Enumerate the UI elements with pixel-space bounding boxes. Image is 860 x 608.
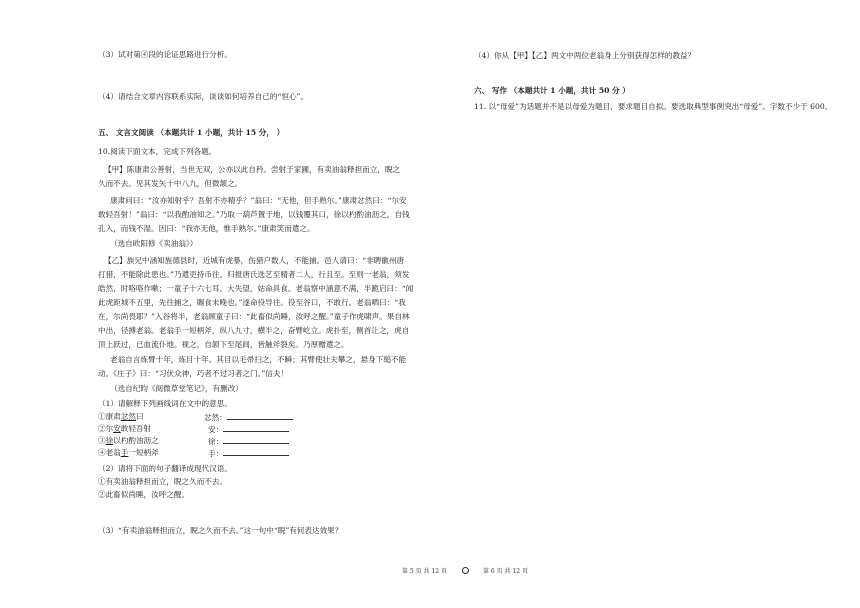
answer-blank[interactable] bbox=[227, 411, 293, 420]
question-11: 11. 以“母爱”为话题并不是以母爱为题目，要求题目自拟。要选取典型事例突出“母爱”。字数不少于 600。 bbox=[474, 102, 833, 111]
page-divider-dot bbox=[462, 567, 469, 574]
passage-jia-line: 敢轻吾射！”翁曰：“以我酌油知之。”乃取一葫芦置于地，以钱覆其口，徐以杓酌油沥之，自钱 bbox=[98, 210, 410, 219]
passage-jia-line: 【甲】陈康肃公善射，当世无双，公亦以此自矜。尝射于家圃，有卖油翁释担而立，睨之 bbox=[104, 165, 401, 174]
vocab-item: ④老翁手一短柄斧 bbox=[98, 448, 159, 457]
question-10: 10.阅读下面文本，完成下列各题。 bbox=[98, 147, 217, 156]
passage-yi-line: 皓然，时咯咯作嗽；一童子十六七耳。大失望，姑命具食。老翁察中涵意不满，半跪启曰：“闻 bbox=[98, 284, 414, 293]
question-4: （4）请结合文章内容联系实际，谈谈如何培养自己的“恒心”。 bbox=[98, 92, 309, 101]
passage-yi-line: 【乙】族兄中涵知旌德县时，近城有虎暴，伤猎户数人，不能捕。邑人请曰：“非聘徽州唐 bbox=[104, 256, 405, 265]
passage-yi-line: 此虎距城不五里，先往捕之，賜食未晚也。”遂命役导往。役至谷口，不敢行。老翁哂曰：“我 bbox=[98, 298, 406, 307]
passage-yi-line: 打猎，不能除此患也。”乃遣吏持币往。归报唐氏选艺至精者二人，行且至。至则一老翁，须发 bbox=[98, 270, 410, 279]
passage-jia-source: （选自欧阳修《卖油翁》） bbox=[110, 239, 198, 248]
passage-yi-line: 在，尔尚畏耶？”入谷将半，老翁顾童子曰：“此畜似尚睡，汝呼之醒。”童子作虎啸声。果自林 bbox=[98, 312, 410, 321]
answer-blank[interactable] bbox=[223, 435, 289, 444]
page-number-left: 第 5 页 共 12 页 bbox=[402, 568, 447, 575]
question-10-3: （3）“有卖油翁释担而立，睨之久而不去。”这一句中“睨”有何表达效果？ bbox=[98, 526, 343, 535]
vocab-item: ①康肃忿然曰 bbox=[98, 412, 144, 421]
question-10-1: （1）请解释下列画线词在文中的意思。 bbox=[98, 399, 232, 408]
passage-yi-line: 动。《庄子》曰：“习伏众神，巧者不过习者之门。”信夫！ bbox=[98, 369, 289, 378]
vocab-answer: 徐： bbox=[208, 435, 289, 448]
vocab-item: ③徐以杓酌油沥之 bbox=[98, 436, 159, 445]
passage-yi-line: 顶上跃过，已血流仆地。视之，自颌下至尾闾，皆触斧裂矣。乃厚赠遣之。 bbox=[98, 340, 349, 349]
section-6-heading: 六、 写作 （本题共计 1 小题，共计 50 分 ） bbox=[474, 86, 630, 95]
vocab-item: ②尔安敢轻吾射 bbox=[98, 424, 152, 433]
question-3: （3）试对第④段的论证思路进行分析。 bbox=[98, 50, 232, 59]
section-5-heading: 五、 文言文阅读 （本题共计 1 小题，共计 15 分， ） bbox=[98, 128, 285, 137]
question-10-2: （2）请将下面的句子翻译成现代汉语。 bbox=[98, 464, 232, 473]
translate-sentence-2: ②此畜似尚睡，汝呼之醒。 bbox=[98, 490, 190, 499]
page-number-right: 第 6 页 共 12 页 bbox=[483, 568, 528, 575]
passage-yi-line: 老翁自言炼臂十年，炼目十年。其目以毛帚扫之，不瞬；其臂使壮夫攀之，悬身下缒不能 bbox=[110, 355, 407, 364]
vocab-answer: 安： bbox=[208, 423, 289, 436]
passage-yi-source: （选自纪昀《阅微草堂笔记》，有删改） bbox=[110, 384, 243, 393]
translate-sentence-1: ①有卖油翁释担而立，睨之久而不去。 bbox=[98, 477, 228, 486]
question-10-4: （4）你从【甲】【乙】两文中两位老翁身上分别获得怎样的教益？ bbox=[474, 51, 696, 60]
answer-blank[interactable] bbox=[223, 447, 289, 456]
passage-jia-line: 孔入，而钱不湿。因曰：“我亦无他，惟手熟尔。”康肃笑而遣之。 bbox=[98, 224, 315, 233]
answer-blank[interactable] bbox=[223, 423, 289, 432]
passage-yi-line: 中出，径搏老翁。老翁手一短柄斧，纵八九寸，横半之，奋臂屹立。虎扑至，侧首让之，虎自 bbox=[98, 326, 410, 335]
passage-jia-line: 久而不去。见其发矢十中八九，但微颔之。 bbox=[98, 179, 243, 188]
passage-jia-line: 康肃问曰：“汝亦知射乎？吾射不亦精乎？”翁曰：“无他，但手熟尔。”康肃忿然曰：“尔安 bbox=[110, 196, 407, 205]
vocab-answer: 手： bbox=[208, 447, 289, 460]
vocab-answer: 忿然： bbox=[204, 411, 293, 424]
